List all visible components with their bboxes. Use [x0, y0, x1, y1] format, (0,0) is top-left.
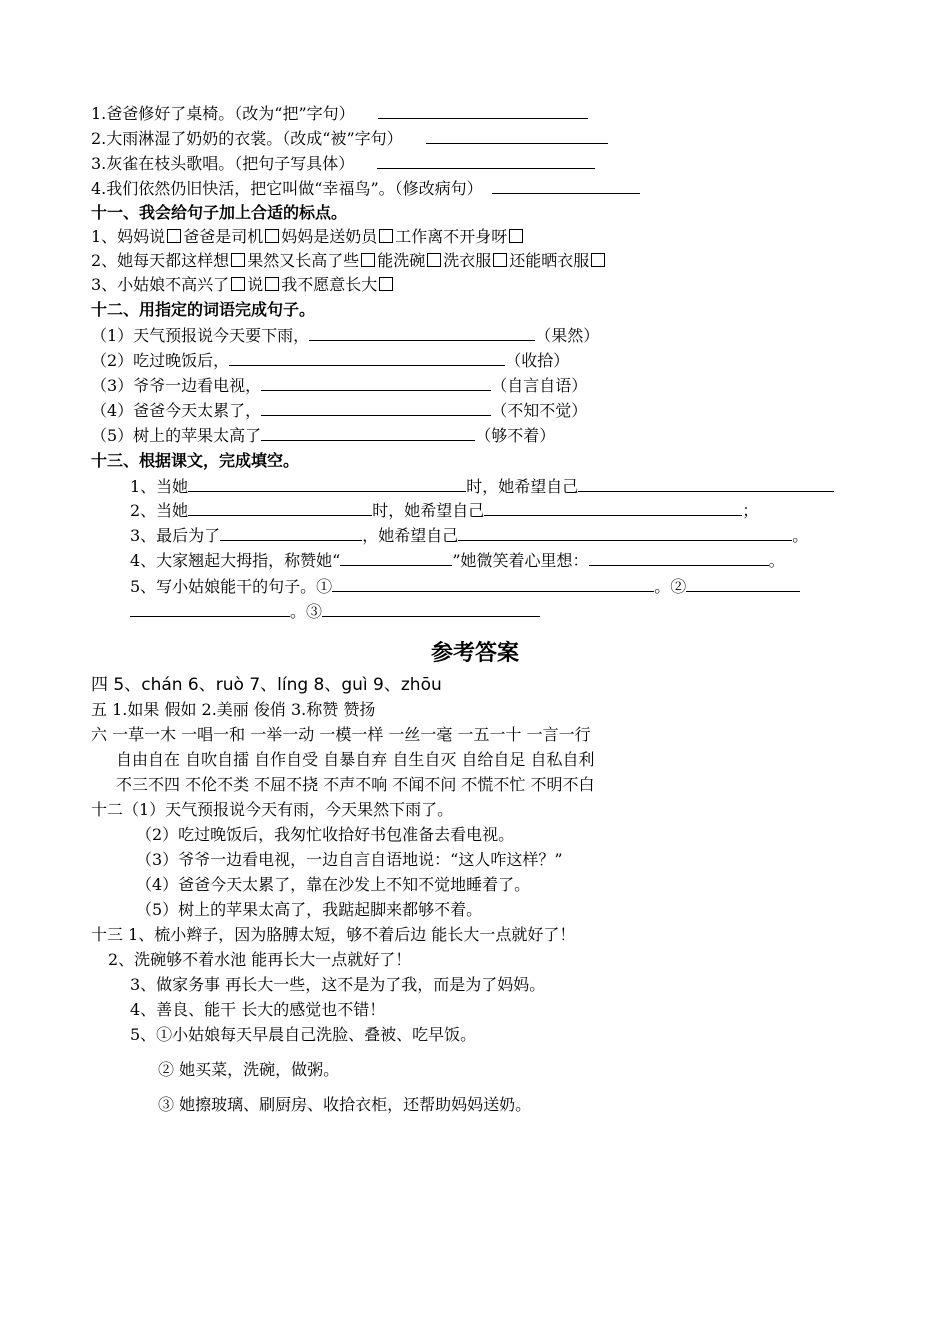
complete-item-1: （1）天气预报说今天要下雨， （果然） [91, 326, 600, 345]
answer-line: ② 她买菜，洗碗，做粥。 [158, 1060, 340, 1079]
answer-blank [309, 325, 535, 341]
fill-item-4: 4、大家翘起大拇指，称赞她“ ”她微笑着心里想： 。 [130, 551, 785, 570]
fill-item-2: 2、当她 时，她希望自己 ； [130, 501, 759, 520]
answer-line: 六 一草一木 一唱一和 一举一动 一模一样 一丝一毫 一五一十 一言一行 [91, 725, 591, 744]
answer-line: （4）爸爸今天太累了，靠在沙发上不知不觉地睡着了。 [136, 875, 531, 894]
answer-line: 5、①小姑娘每天早晨自己洗脸、叠被、吃早饭。 [130, 1025, 477, 1044]
complete-item-3: （3）爷爷一边看电视， （自言自语） [91, 376, 588, 395]
answer-blank [261, 375, 491, 391]
answer-line: 2、洗碗够不着水池 能再长大一点就好了！ [108, 950, 412, 969]
rewrite-item-2: 2.大雨淋湿了奶奶的衣裳。（改成“被”字句） [91, 128, 608, 150]
answer-blank [484, 500, 742, 516]
punctuation-box[interactable] [379, 277, 393, 291]
answer-blank [130, 601, 290, 617]
answer-line: （2）吃过晚饭后，我匆忙收拾好书包准备去看电视。 [136, 825, 515, 844]
answer-line: ③ 她擦玻璃、刷厨房、收拾衣柜，还帮助妈妈送奶。 [158, 1095, 532, 1114]
answer-line: 十三 1、梳小辫子，因为胳膊太短，够不着后边 能长大一点就好了！ [91, 925, 576, 944]
punctuation-box[interactable] [427, 253, 441, 267]
answer-line: 自由自在 自吹自擂 自作自受 自暴自弃 自生自灭 自给自足 自私自利 [116, 750, 595, 769]
answer-blank [578, 476, 834, 492]
answer-key-title: 参考答案 [430, 641, 519, 666]
answer-line: （3）爷爷一边看电视，一边自言自语地说：“这人咋这样？” [136, 850, 563, 869]
answer-blank [188, 476, 466, 492]
section-11-heading: 十一、我会给句子加上合适的标点。 [91, 203, 348, 222]
answer-blank [686, 576, 800, 592]
answer-line: 4、善良、能干 长大的感觉也不错！ [130, 1000, 386, 1019]
punctuation-box[interactable] [231, 253, 245, 267]
punctuation-box[interactable] [509, 229, 523, 243]
punctuation-box[interactable] [231, 277, 245, 291]
fill-item-3: 3、最后为了 ，她希望自己 。 [130, 526, 809, 545]
punctuation-box[interactable] [265, 277, 279, 291]
punctuation-box[interactable] [591, 253, 605, 267]
complete-item-4: （4）爸爸今天太累了， （不知不觉） [91, 401, 588, 420]
punctuation-box[interactable] [167, 229, 181, 243]
answer-blank [220, 525, 362, 541]
punctuation-line-2: 2、她每天都这样想 果然又长高了些 能洗碗 洗衣服 还能晒衣服 [91, 251, 607, 273]
answer-line: 3、做家务事 再长大一些，这不是为了我，而是为了妈妈。 [130, 975, 546, 994]
punctuation-box[interactable] [265, 229, 279, 243]
answer-blank [377, 153, 595, 169]
answer-blank [261, 425, 475, 441]
punctuation-line-3: 3、小姑娘不高兴了 说 我不愿意长大 [91, 275, 395, 297]
complete-item-5: （5）树上的苹果太高了 （够不着） [91, 426, 556, 445]
answer-line: （5）树上的苹果太高了，我踮起脚来都够不着。 [136, 900, 483, 919]
punctuation-box[interactable] [493, 253, 507, 267]
rewrite-item-1: 1.爸爸修好了桌椅。（改为“把”字句） [91, 103, 588, 125]
answer-blank [188, 500, 372, 516]
answer-line: 五 1.如果 假如 2.美丽 俊俏 3.称赞 赞扬 [91, 700, 376, 719]
answer-blank [261, 400, 491, 416]
answer-blank [426, 128, 608, 144]
punctuation-line-1: 1、妈妈说 爸爸是司机 妈妈是送奶员 工作离不开身呀 [91, 227, 525, 249]
complete-item-2: （2）吃过晚饭后， （收拾） [91, 351, 570, 370]
fill-item-1: 1、当她 时，她希望自己 [130, 476, 834, 498]
section-12-heading: 十二、用指定的词语完成句子。 [91, 300, 316, 319]
answer-blank [229, 350, 505, 366]
answer-line: 十二（1）天气预报说今天有雨，今天果然下雨了。 [91, 800, 454, 819]
answer-blank [378, 103, 588, 119]
answer-line: 四 5、chán 6、ruò 7、líng 8、guì 9、zhōu [91, 675, 442, 695]
answer-blank [458, 525, 792, 541]
answer-blank [322, 601, 540, 617]
rewrite-item-4: 4.我们依然仍旧快活，把它叫做“幸福鸟”。（修改病句） [91, 178, 640, 200]
answer-blank [340, 550, 452, 566]
fill-item-5: 5、写小姑娘能干的句子。① 。② [130, 576, 800, 598]
answer-blank [332, 576, 654, 592]
answer-blank [589, 550, 769, 566]
fill-item-5-cont: 。③ [130, 601, 540, 623]
answer-blank [492, 178, 640, 194]
rewrite-item-3: 3.灰雀在枝头歌唱。（把句子写具体） [91, 153, 595, 175]
punctuation-box[interactable] [361, 253, 375, 267]
punctuation-box[interactable] [379, 229, 393, 243]
section-13-heading: 十三、根据课文，完成填空。 [91, 451, 300, 470]
answer-line: 不三不四 不伦不类 不屈不挠 不声不响 不闻不问 不慌不忙 不明不白 [116, 775, 595, 794]
